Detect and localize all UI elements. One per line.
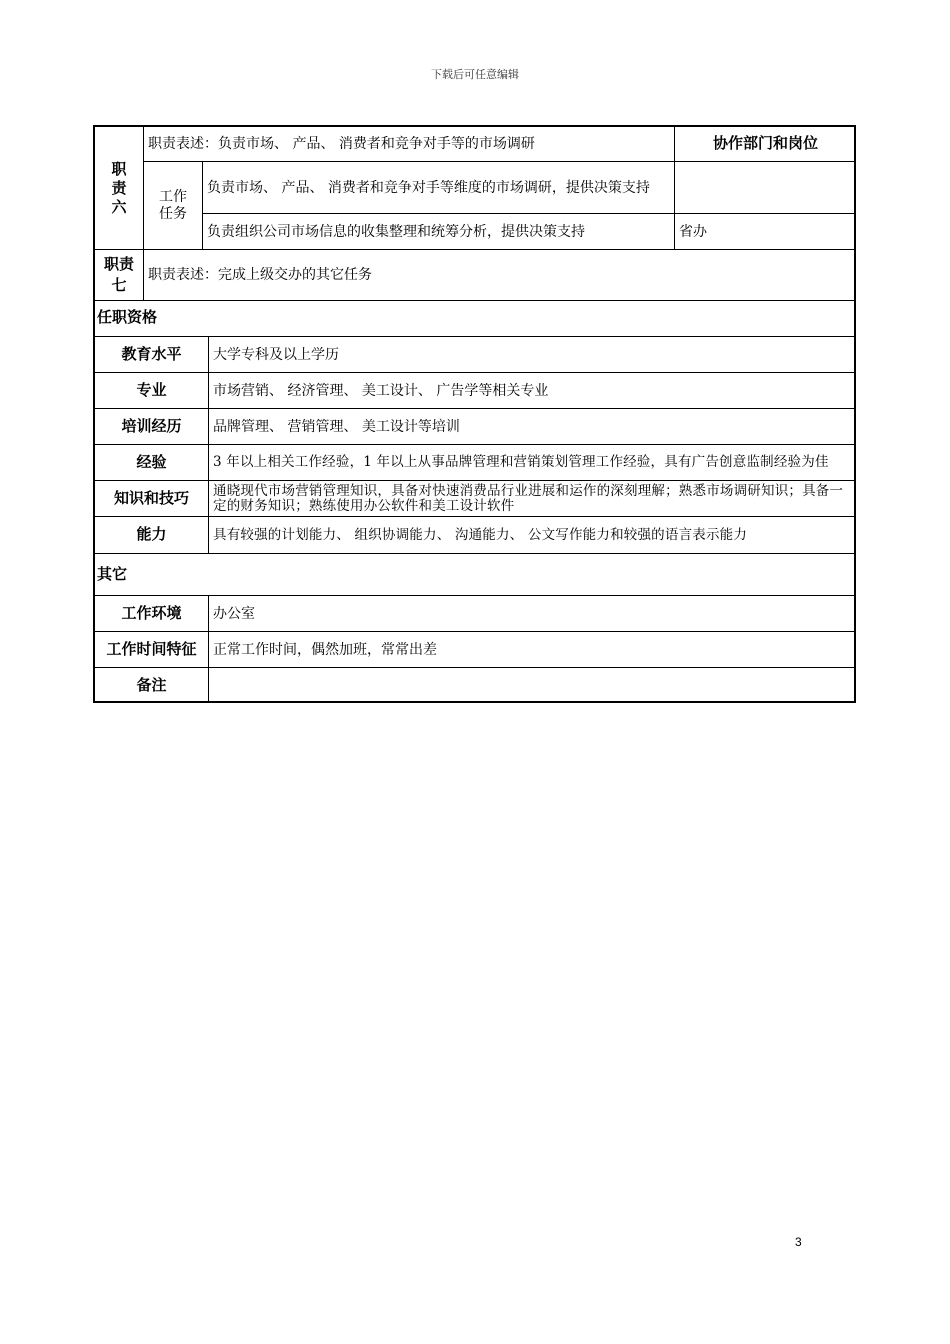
task1-text: 负责市场、 产品、 消费者和竞争对手等维度的市场调研，提供决策支持 bbox=[203, 162, 675, 214]
duty7-description: 职责表述：完成上级交办的其它任务 bbox=[144, 250, 856, 301]
major-label: 专业 bbox=[95, 373, 209, 409]
page-number: 3 bbox=[795, 1235, 802, 1249]
education-label: 教育水平 bbox=[95, 337, 209, 373]
duty6-label: 职 责 六 bbox=[95, 127, 144, 250]
work-environment-label: 工作环境 bbox=[95, 596, 209, 632]
ability-label: 能力 bbox=[95, 517, 209, 554]
work-hours-value: 正常工作时间，偶然加班，常常出差 bbox=[209, 632, 856, 668]
knowledge-label: 知识和技巧 bbox=[95, 481, 209, 517]
work-hours-label: 工作时间特征 bbox=[95, 632, 209, 668]
ability-value: 具有较强的计划能力、 组织协调能力、 沟通能力、 公文写作能力和较强的语言表示能力 bbox=[209, 517, 856, 554]
task2-text: 负责组织公司市场信息的收集整理和统筹分析，提供决策支持 bbox=[203, 214, 675, 250]
experience-value: 3 年以上相关工作经验，1 年以上从事品牌管理和营销策划管理工作经验，具有广告创意监制经验为佳 bbox=[209, 445, 856, 481]
training-value: 品牌管理、 营销管理、 美工设计等培训 bbox=[209, 409, 856, 445]
knowledge-value: 通晓现代市场营销管理知识，具备对快速消费品行业进展和运作的深刻理解；熟悉市场调研知识；具备一定的财务知识；熟练使用办公软件和美工设计软件 bbox=[209, 481, 856, 517]
remarks-label: 备注 bbox=[95, 668, 209, 703]
other-title: 其它 bbox=[95, 554, 856, 596]
work-environment-value: 办公室 bbox=[209, 596, 856, 632]
experience-label: 经验 bbox=[95, 445, 209, 481]
duty7-label: 职责 七 bbox=[95, 250, 144, 301]
task1-coop bbox=[675, 162, 856, 214]
duty6-description: 职责表述：负责市场、 产品、 消费者和竞争对手等的市场调研 bbox=[144, 127, 675, 162]
education-value: 大学专科及以上学历 bbox=[209, 337, 856, 373]
job-description-table bbox=[93, 125, 856, 703]
major-value: 市场营销、 经济管理、 美工设计、 广告学等相关专业 bbox=[209, 373, 856, 409]
header-note: 下载后可任意编辑 bbox=[431, 68, 519, 81]
training-label: 培训经历 bbox=[95, 409, 209, 445]
qualifications-title: 任职资格 bbox=[95, 301, 856, 337]
task2-coop: 省办 bbox=[675, 214, 856, 250]
remarks-value bbox=[209, 668, 856, 703]
coop-header: 协作部门和岗位 bbox=[675, 127, 856, 162]
tasks-label: 工作 任务 bbox=[144, 162, 203, 250]
